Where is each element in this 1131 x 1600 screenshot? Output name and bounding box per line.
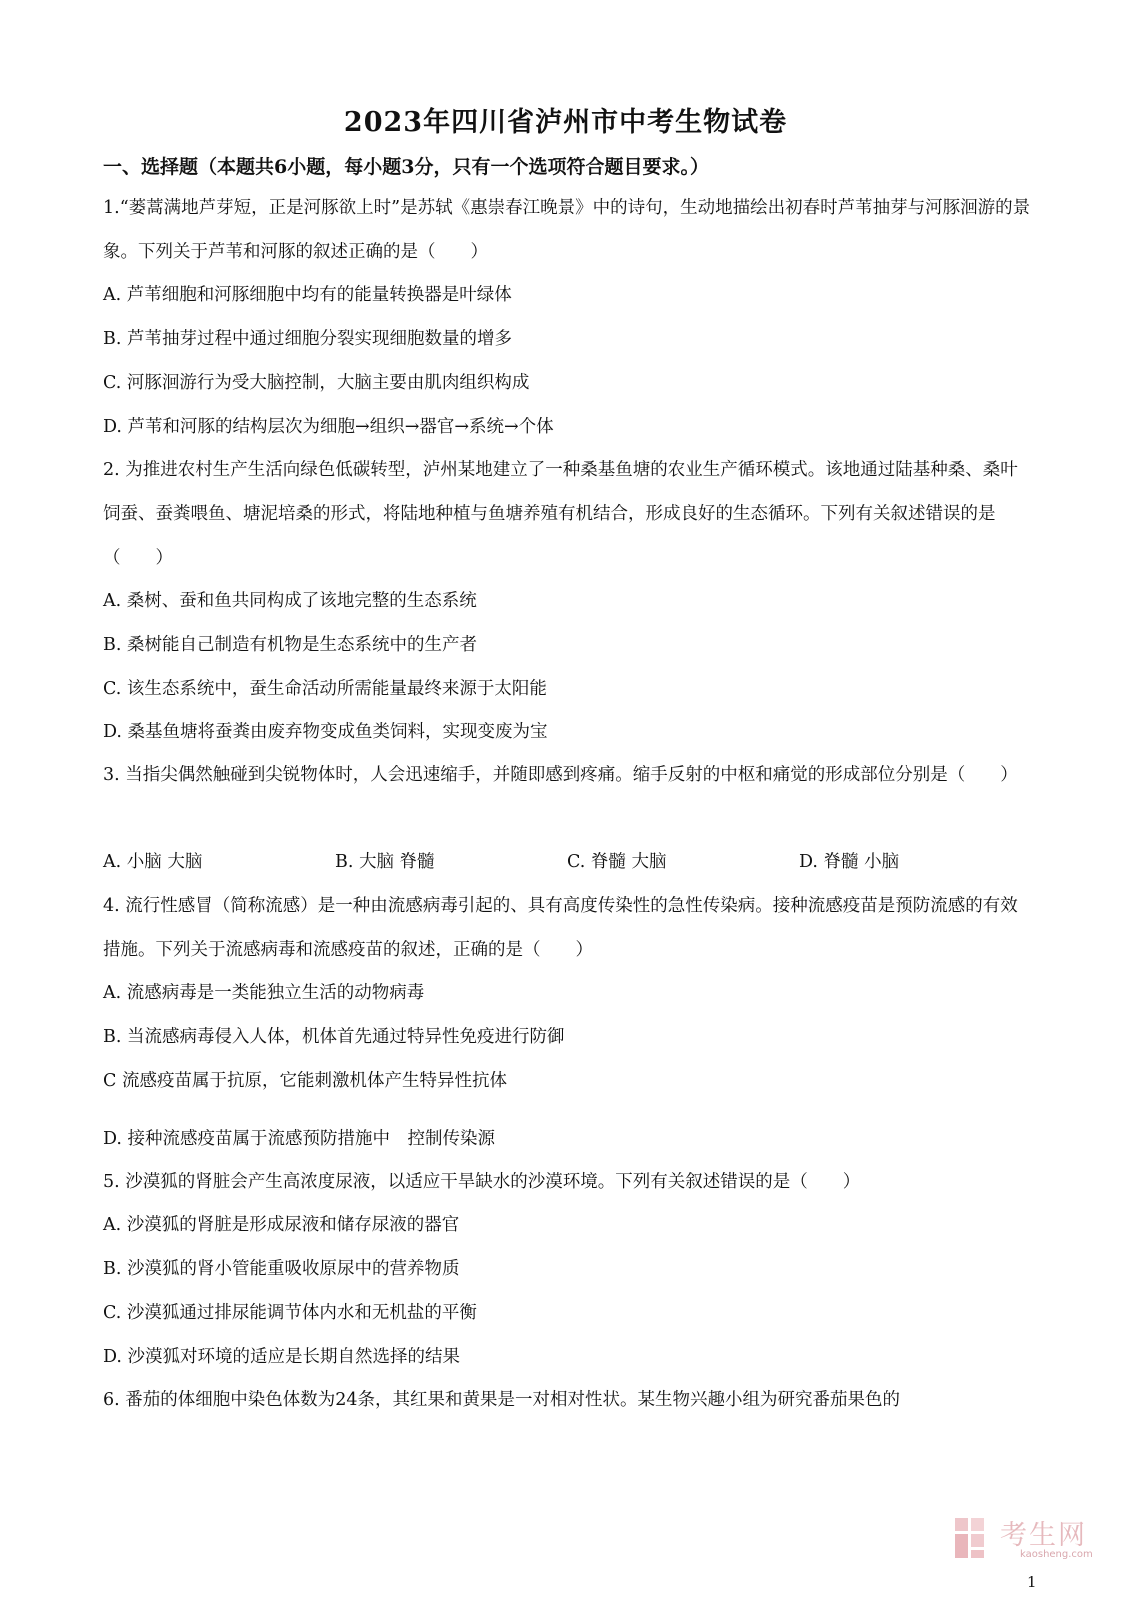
page-number: 1 xyxy=(1027,1573,1037,1591)
question-2-stem: 2. 为推进农村生产生活向绿色低碳转型，泸州某地建立了一种桑基鱼塘的农业生产循环模式。该地通过陆基种桑、桑叶饲蚕、蚕粪喂鱼、塘泥培桑的形式，将陆地种植与鱼塘养殖有机结合，形成良好的生态循环。下列有关叙述错误的是（ ） xyxy=(103,460,1018,568)
question-2-option-c: C. 该生态系统中，蚕生命活动所需能量最终来源于太阳能 xyxy=(103,679,547,699)
question-5-option-d: D. 沙漠狐对环境的适应是长期自然选择的结果 xyxy=(103,1347,461,1367)
page-title: 2023年四川省泸州市中考生物试卷 xyxy=(343,107,788,138)
question-2-option-a: A. 桑树、蚕和鱼共同构成了该地完整的生态系统 xyxy=(103,591,477,611)
question-5-stem: 5. 沙漠狐的肾脏会产生高浓度尿液，以适应干旱缺水的沙漠环境。下列有关叙述错误的是（ ） xyxy=(103,1172,861,1192)
question-2-option-b: B. 桑树能自己制造有机物是生态系统中的生产者 xyxy=(103,635,477,655)
question-3-option-b: B. 大脑 脊髓 xyxy=(335,852,435,872)
question-1-option-a: A. 芦苇细胞和河豚细胞中均有的能量转换器是叶绿体 xyxy=(103,285,512,305)
question-3-option-a: A. 小脑 大脑 xyxy=(103,852,203,872)
question-4-option-b: B. 当流感病毒侵入人体，机体首先通过特异性免疫进行防御 xyxy=(103,1027,565,1047)
question-3-option-c: C. 脊髓 大脑 xyxy=(567,852,667,872)
question-5-option-b: B. 沙漠狐的肾小管能重吸收原尿中的营养物质 xyxy=(103,1259,460,1279)
question-6-stem: 6. 番茄的体细胞中染色体数为24条，其红果和黄果是一对相对性状。某生物兴趣小组为研究番茄果色的 xyxy=(103,1390,901,1410)
question-1-option-c: C. 河豚洄游行为受大脑控制，大脑主要由肌肉组织构成 xyxy=(103,373,530,393)
question-1-option-b: B. 芦苇抽芽过程中通过细胞分裂实现细胞数量的增多 xyxy=(103,329,512,349)
question-4-option-d: D. 接种流感疫苗属于流感预防措施中 控制传染源 xyxy=(103,1129,496,1149)
question-3-option-d: D. 脊髓 小脑 xyxy=(799,852,900,872)
question-3-options xyxy=(103,840,1033,884)
section-heading: 一、选择题（本题共6小题，每小题3分，只有一个选项符合题目要求。） xyxy=(103,156,709,178)
question-3-stem: 3. 当指尖偶然触碰到尖锐物体时，人会迅速缩手，并随即感到疼痛。缩手反射的中枢和痛觉的形成部位分别是（ ） xyxy=(103,765,1018,785)
question-4-stem: 4. 流行性感冒（简称流感）是一种由流感病毒引起的、具有高度传染性的急性传染病。接种流感疫苗是预防流感的有效措施。下列关于流感病毒和流感疫苗的叙述，正确的是（ ） xyxy=(103,896,1018,960)
question-4-option-c: C 流感疫苗属于抗原，它能刺激机体产生特异性抗体 xyxy=(103,1071,507,1091)
question-1-option-d: D. 芦苇和河豚的结构层次为细胞→组织→器官→系统→个体 xyxy=(103,417,554,437)
question-4-option-a: A. 流感病毒是一类能独立生活的动物病毒 xyxy=(103,983,425,1003)
question-5-option-c: C. 沙漠狐通过排尿能调节体内水和无机盐的平衡 xyxy=(103,1303,477,1323)
watermark-text: 考生网 xyxy=(1000,1520,1087,1551)
watermark-url: kaosheng.com xyxy=(1020,1549,1093,1560)
question-2-option-d: D. 桑基鱼塘将蚕粪由废弃物变成鱼类饲料，实现变废为宝 xyxy=(103,722,548,742)
question-1-stem: 1.“蒌蒿满地芦芽短，正是河豚欲上时”是苏轼《惠崇春江晚景》中的诗句，生动地描绘出初春时芦苇抽芽与河豚洄游的景象。下列关于芦苇和河豚的叙述正确的是（ ） xyxy=(103,198,1031,262)
question-5-option-a: A. 沙漠狐的肾脏是形成尿液和储存尿液的器官 xyxy=(103,1215,460,1235)
